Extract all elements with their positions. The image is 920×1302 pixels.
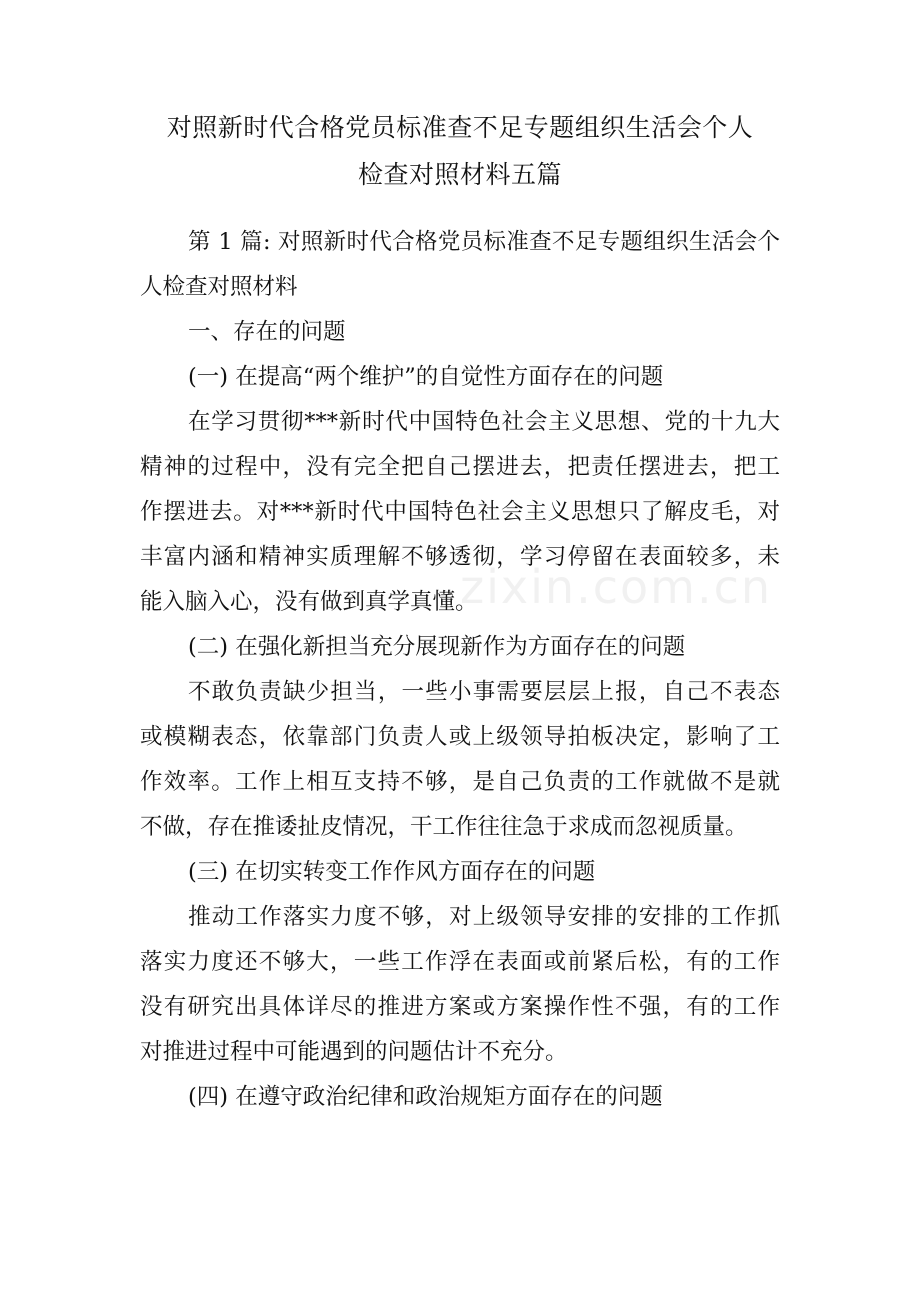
paragraph-3-line-1: 推动工作落实力度不够，对上级领导安排的安排的工作抓 (188, 904, 780, 930)
paragraph-3-line-3: 没有研究出具体详尽的推进方案或方案操作性不强，有的工作 (140, 994, 780, 1020)
subsection-heading-4: (四) 在遵守政治纪律和政治规矩方面存在的问题 (188, 1084, 663, 1110)
section-heading: 一、存在的问题 (188, 319, 346, 345)
paragraph-1-line-5: 能入脑入心，没有做到真学真懂。 (140, 589, 478, 615)
subsection-heading-3: (三) 在切实转变工作作风方面存在的问题 (188, 859, 596, 885)
paragraph-2-line-2: 或模糊表态，依靠部门负责人或上级领导拍板决定，影响了工 (140, 724, 780, 750)
paragraph-3-line-2: 落实力度还不够大，一些工作浮在表面或前紧后松，有的工作 (140, 949, 780, 975)
watermark-text: zixin.com.cn (460, 560, 773, 614)
subsection-heading-2: (二) 在强化新担当充分展现新作为方面存在的问题 (188, 634, 686, 660)
chapter-heading: 第 1 篇: 对照新时代合格党员标准查不足专题组织生活会个 (188, 229, 780, 255)
paragraph-2-line-3: 作效率。工作上相互支持不够，是自己负责的工作就做不是就 (140, 769, 780, 795)
paragraph-1-line-3: 作摆进去。对***新时代中国特色社会主义思想只了解皮毛，对 (140, 499, 780, 525)
paragraph-1-line-2: 精神的过程中，没有完全把自己摆进去，把责任摆进去，把工 (140, 454, 780, 480)
chapter-heading-cont: 人检查对照材料 (140, 274, 298, 300)
paragraph-1-line-1: 在学习贯彻***新时代中国特色社会主义思想、党的十九大 (188, 409, 780, 435)
paragraph-2-line-4: 不做，存在推诿扯皮情况，干工作往往急于求成而忽视质量。 (140, 814, 748, 840)
paragraph-1-line-4: 丰富内涵和精神实质理解不够透彻，学习停留在表面较多，未 (140, 544, 780, 570)
document-title-line-1: 对照新时代合格党员标准查不足专题组织生活会个人 (166, 113, 754, 142)
document-title-line-2: 检查对照材料五篇 (357, 160, 562, 189)
paragraph-3-line-4: 对推进过程中可能遇到的问题估计不充分。 (140, 1039, 568, 1065)
subsection-heading-1: (一) 在提高“两个维护”的自觉性方面存在的问题 (188, 364, 664, 390)
paragraph-2-line-1: 不敢负责缺少担当，一些小事需要层层上报，自己不表态 (188, 679, 780, 705)
